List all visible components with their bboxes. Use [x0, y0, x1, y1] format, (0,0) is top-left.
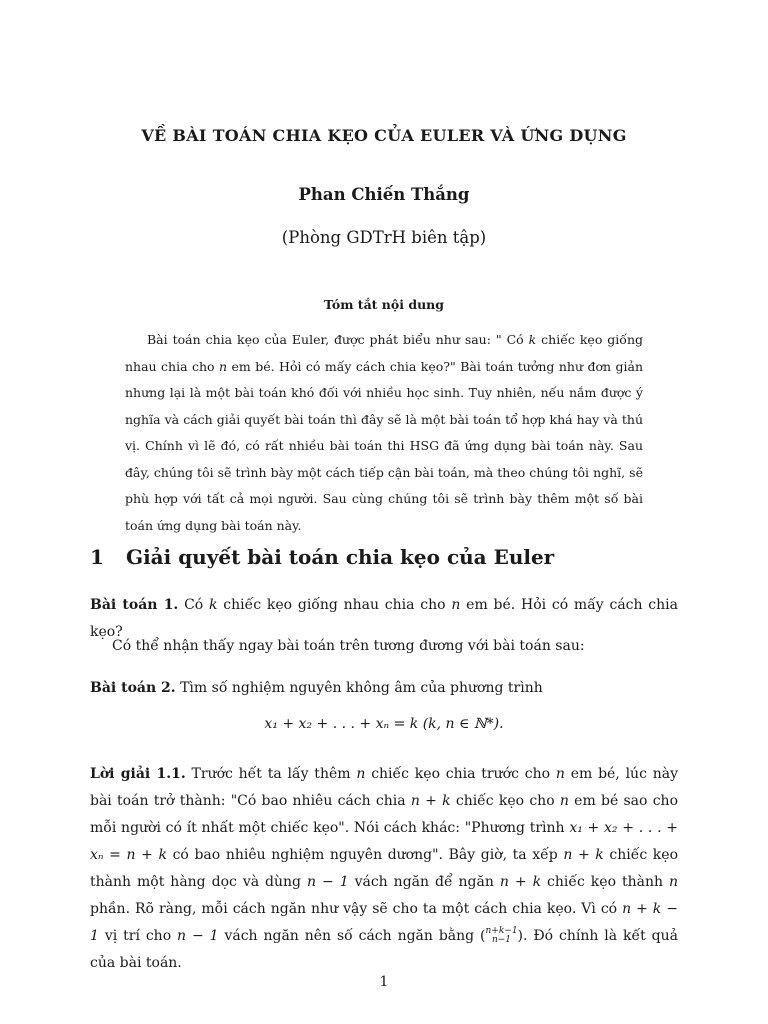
- binomial-coefficient: n+k−1 n−1: [485, 926, 518, 945]
- paper-page: [90, 0, 678, 1024]
- equivalence-paragraph: Có thể nhận thấy ngay bài toán trên tương đương với bài toán sau:: [112, 638, 585, 654]
- section-number: 1: [90, 545, 104, 569]
- paper-title: VỀ BÀI TOÁN CHIA KẸO CỦA EULER VÀ ỨNG DỤNG: [141, 126, 627, 145]
- equation-display: x₁ + x₂ + . . . + xₙ = k (k, n ∈ ℕ*).: [264, 716, 504, 732]
- page-number: 1: [379, 974, 389, 990]
- abstract-heading: Tóm tắt nội dung: [324, 297, 444, 312]
- author-name: Phan Chiến Thắng: [298, 185, 470, 204]
- solution-1-1: Lời giải 1.1. Trước hết ta lấy thêm n chiếc kẹo chia trước cho n em bé, lúc này bài toán trở thành: "Có bao nhiêu cách chia n + k chiếc kẹo cho n em bé sao cho mỗi người có ít nhất một chiếc kẹo". Nói cách khác: "Phương trình x₁ + x₂ + . . . + xₙ = n + k có bao nhiêu nghiệm nguyên dương". Bây giờ, ta xếp n + k chiếc kẹo thành một hàng dọc và dùng n − 1 vách ngăn để ngăn n + k chiếc kẹo thành n phần. Rõ ràng, mỗi cách ngăn như vậy sẽ cho ta một cách chia kẹo. Vì có n + k − 1 vị trí cho n − 1 vách ngăn nên số cách ngăn bằng (n+k−1 n−1 ). Đó chính là kết quả của bài toán.: [90, 766, 679, 971]
- affiliation: (Phòng GDTrH biên tập): [281, 228, 487, 247]
- section-title: Giải quyết bài toán chia kẹo của Euler: [126, 545, 555, 569]
- problem-1: Bài toán 1. Có k chiếc kẹo giống nhau chia cho n em bé. Hỏi có mấy cách chia kẹo?: [90, 597, 678, 640]
- abstract-body: Bài toán chia kẹo của Euler, được phát biểu như sau: " Có k chiếc kẹo giống nhau chia cho n em bé. Hỏi có mấy cách chia kẹo?" Bài toán tưởng như đơn giản nhưng lại là một bài toán khó đối với nhiều học sinh. Tuy nhiên, nếu nắm được ý nghĩa và cách giải quyết bài toán thì đây sẽ là một bài toán tổ hợp khá hay và thú vị. Chính vì lẽ đó, có rất nhiều bài toán thi HSG đã ứng dụng bài toán này. Sau đây, chúng tôi sẽ trình bày một cách tiếp cận bài toán, mà theo chúng tôi nghĩ, sẽ phù hợp với tất cả mọi người. Sau cùng chúng tôi sẽ trình bày thêm một số bài toán ứng dụng bài toán này.: [125, 332, 643, 533]
- problem-2: Bài toán 2. Tìm số nghiệm nguyên không âm của phương trình: [90, 680, 543, 696]
- section-heading: [90, 545, 678, 569]
